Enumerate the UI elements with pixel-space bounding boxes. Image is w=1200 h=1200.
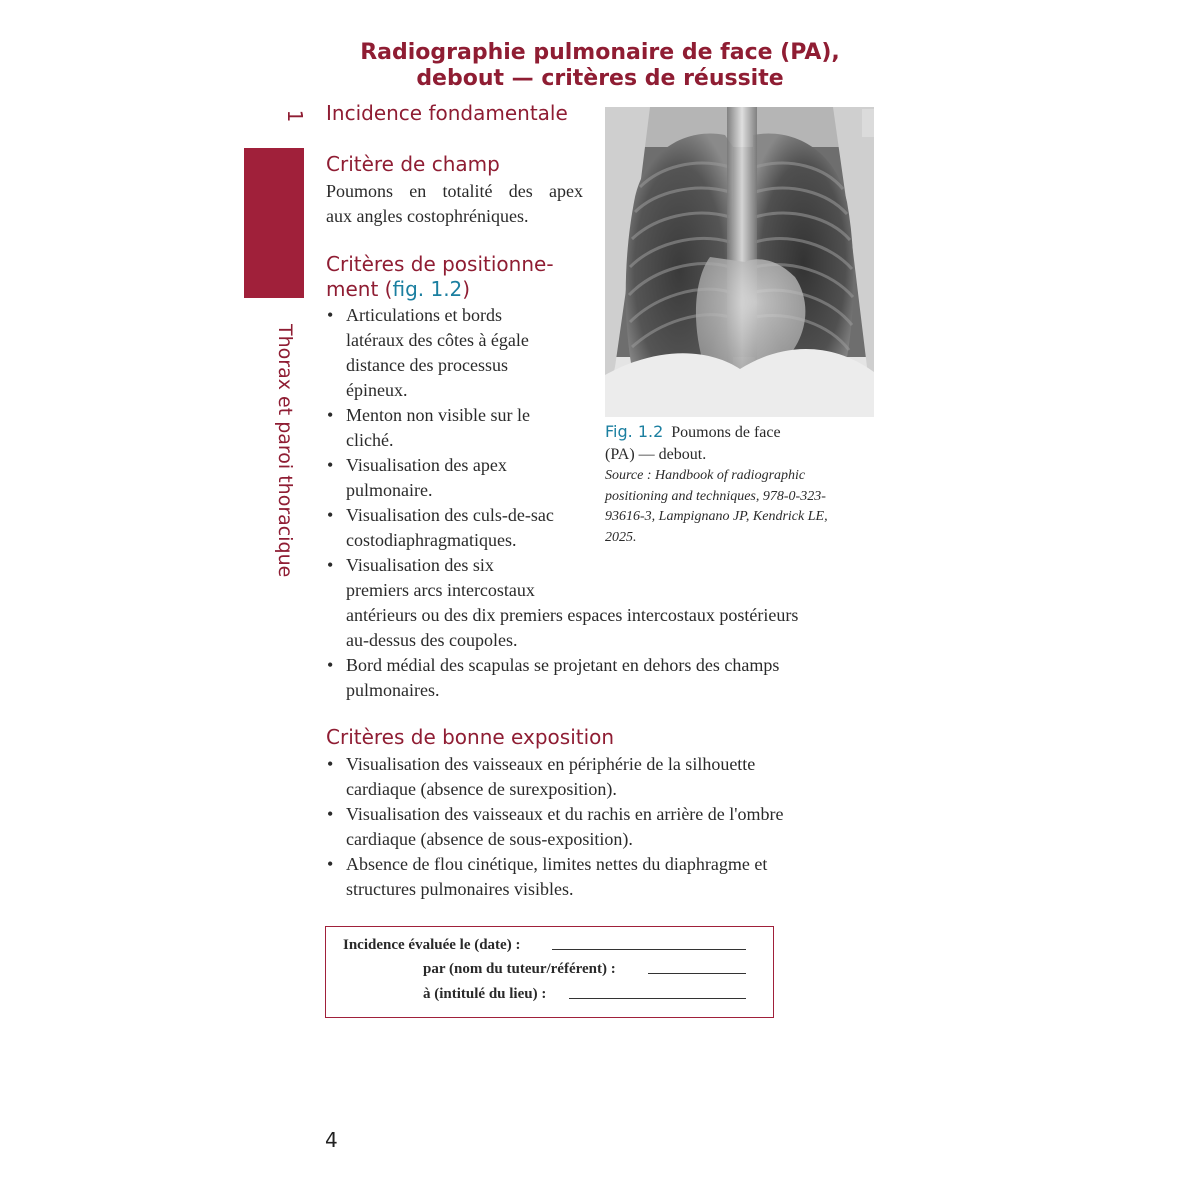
place-label: à (intitulé du lieu) :: [423, 986, 547, 1002]
champ-heading: Critère de champ: [326, 152, 500, 176]
list-item-line: distance des processus: [346, 355, 508, 375]
evaluation-form-box: [325, 926, 774, 1018]
positionnement-heading-line2-text: ment (: [326, 277, 393, 301]
figure-source-line: Source : Handbook of radiographic: [605, 468, 806, 483]
page-title: [330, 40, 870, 92]
chest-xray-drawing: [605, 107, 874, 417]
list-item-line: • Visualisation des vaisseaux en périphérie de la silhouette: [346, 754, 756, 774]
figure-caption-line2: (PA) — debout.: [605, 446, 707, 463]
list-item-line: au-dessus des coupoles.: [346, 630, 518, 650]
list-item-line: premiers arcs intercostaux: [346, 580, 535, 600]
positionnement-heading-line1: Critères de positionne-: [326, 252, 554, 276]
list-item: [326, 852, 784, 902]
chapter-number: 1: [283, 109, 307, 123]
list-item-line: • Bord médial des scapulas se projetant en dehors des champs: [346, 655, 780, 675]
list-item-line: • Visualisation des vaisseaux et du rachis en arrière de l'ombre: [346, 804, 784, 824]
exposition-list: [326, 752, 784, 902]
list-item-line: latéraux des côtes à égale: [346, 330, 529, 350]
champ-text: [326, 179, 583, 229]
list-item-line: cardiaque (absence de surexposition).: [346, 779, 617, 799]
tutor-label: par (nom du tuteur/référent) :: [423, 961, 616, 977]
champ-text-line2: aux angles costophréniques.: [326, 206, 529, 226]
date-field[interactable]: [552, 949, 746, 950]
figure-source: [605, 466, 865, 548]
chapter-color-tab: [244, 148, 304, 298]
list-item-line: cliché.: [346, 430, 394, 450]
list-item: [326, 752, 784, 802]
exposition-heading: Critères de bonne exposition: [326, 725, 615, 749]
chest-xray-image: [605, 107, 874, 417]
page-number: 4: [325, 1128, 338, 1152]
list-item-line: antérieurs ou des dix premiers espaces intercostaux postérieurs: [346, 605, 799, 625]
list-item: [326, 553, 798, 653]
figure-caption: [605, 421, 865, 466]
list-item-line: cardiaque (absence de sous-exposition).: [346, 829, 633, 849]
list-item-line: costodiaphragmatiques.: [346, 530, 517, 550]
positionnement-heading-line2: [326, 277, 554, 302]
list-item-line: • Visualisation des culs-de-sac: [346, 505, 554, 525]
figure-source-line: positioning and techniques, 978-0-323-: [605, 488, 826, 504]
champ-text-line1: Poumons en totalité des apex: [326, 181, 583, 201]
place-field[interactable]: [569, 998, 746, 999]
list-item-line: • Menton non visible sur le: [346, 405, 530, 425]
figure-source-line: 93616-3, Lampignano JP, Kendrick LE,: [605, 509, 828, 524]
list-item-line: • Visualisation des six: [346, 555, 494, 575]
list-item: [326, 802, 784, 852]
list-item: [326, 653, 798, 703]
chapter-side-title: Thorax et paroi thoracique: [274, 324, 296, 578]
list-item-line: • Articulations et bords: [346, 305, 502, 325]
list-item-line: pulmonaires.: [346, 680, 440, 700]
positionnement-heading: [326, 252, 554, 302]
tutor-field[interactable]: [648, 973, 746, 974]
figure-number: Fig. 1.2: [605, 422, 664, 441]
figure-caption-line1: Poumons de face: [671, 424, 781, 441]
list-item-line: structures pulmonaires visibles.: [346, 879, 574, 899]
list-item-line: • Visualisation des apex: [346, 455, 507, 475]
figure-source-line: 2025.: [605, 529, 637, 545]
list-item-line: pulmonaire.: [346, 480, 433, 500]
page-title-line1: Radiographie pulmonaire de face (PA),: [360, 40, 840, 65]
section-title: Incidence fondamentale: [326, 101, 568, 125]
figure-reference-link[interactable]: fig. 1.2: [392, 277, 463, 301]
page-title-line2: debout — critères de réussite: [416, 66, 784, 91]
list-item-line: épineux.: [346, 380, 408, 400]
list-item-line: • Absence de flou cinétique, limites nettes du diaphragme et: [346, 854, 768, 874]
positionnement-heading-close: ): [462, 277, 471, 301]
date-label: Incidence évaluée le (date) :: [343, 937, 521, 953]
